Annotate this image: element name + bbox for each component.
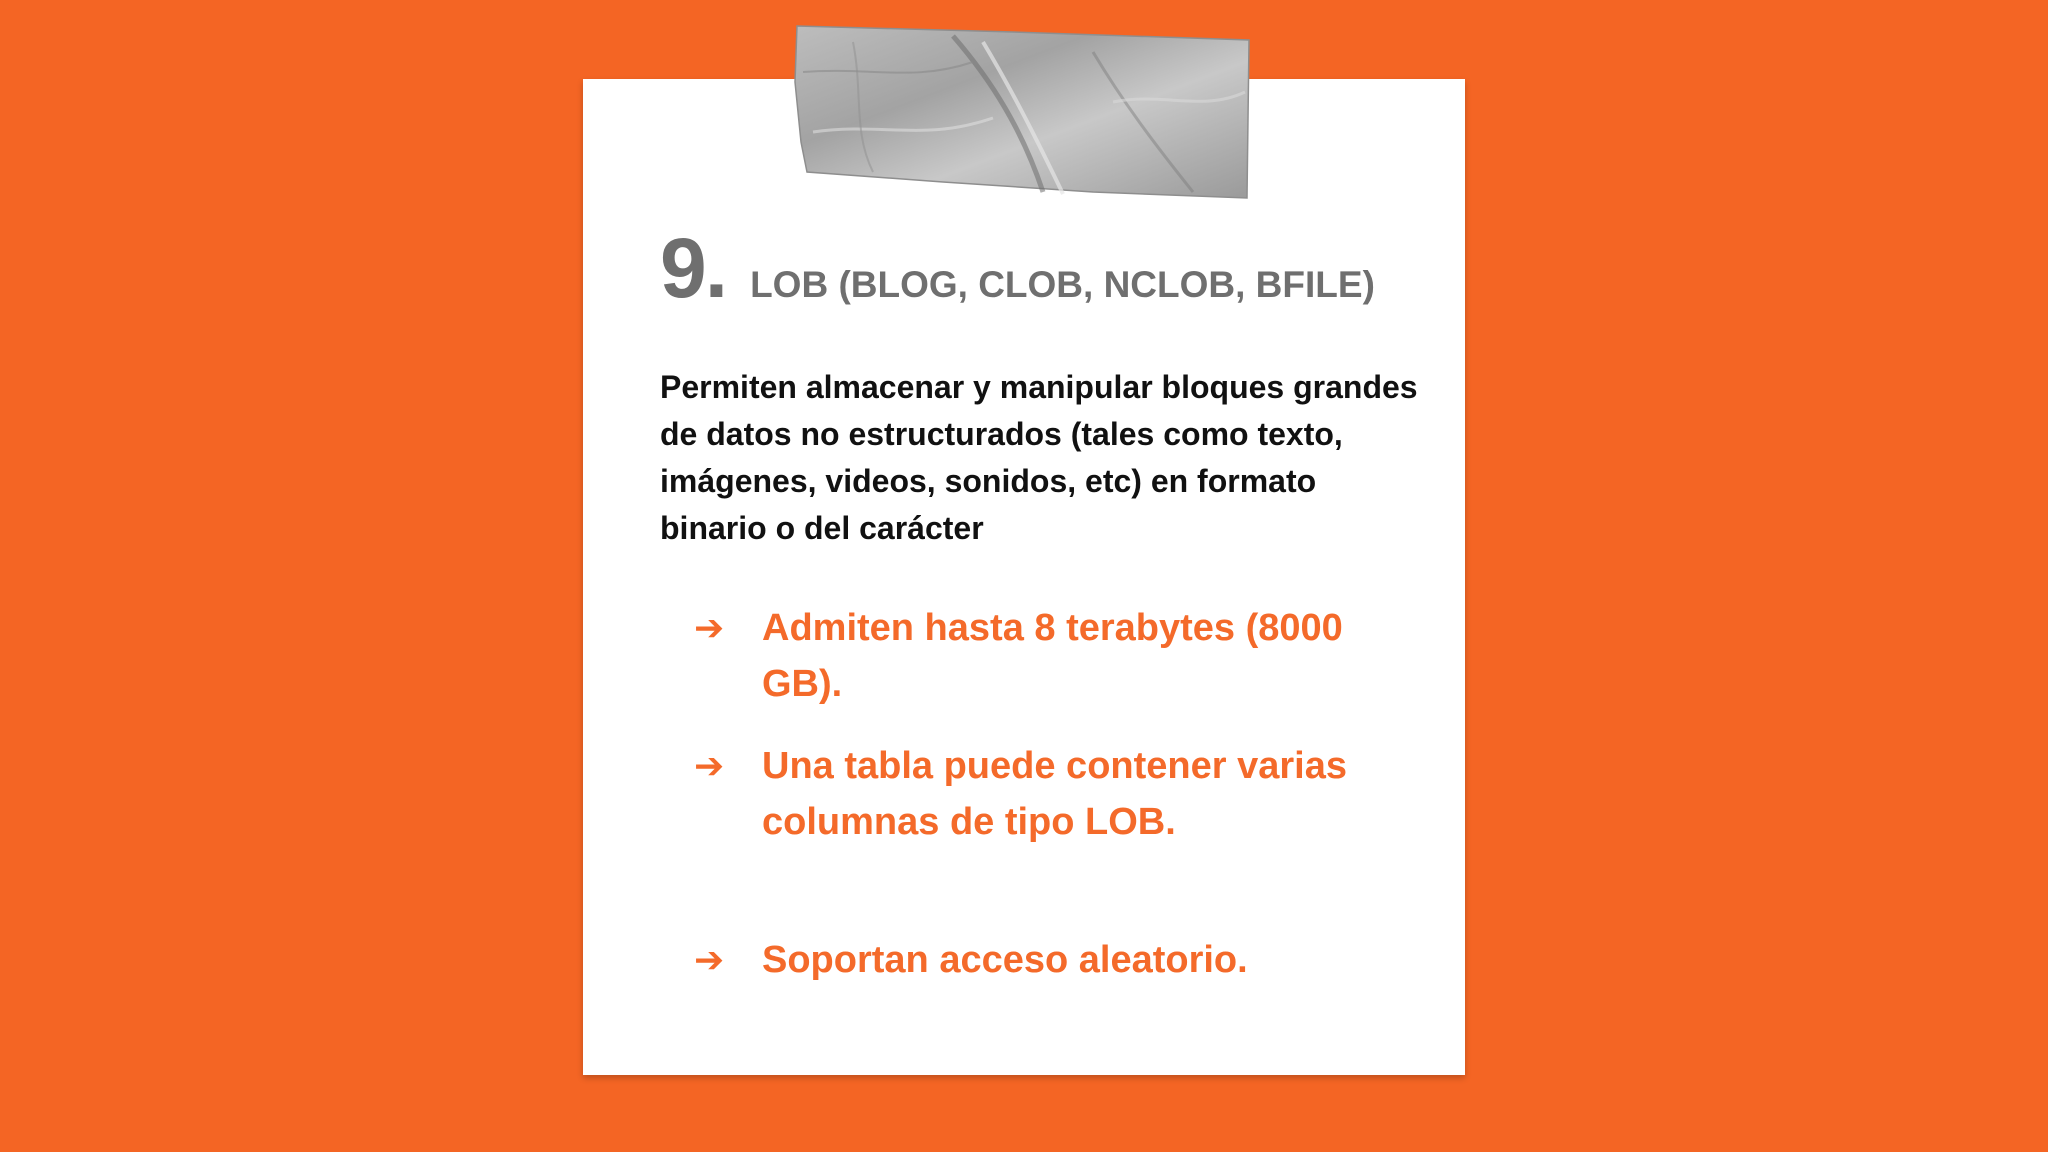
- bullet-item: [694, 738, 1414, 850]
- slide-description: Permiten almacenar y manipular bloques grandes de datos no estructurados (tales como texto, imágenes, videos, sonidos, etc) en formato binario o del carácter: [660, 369, 1418, 546]
- bullet-text: Una tabla puede contener varias columnas de tipo LOB.: [762, 745, 1347, 843]
- arrow-right-icon: ➔: [694, 745, 725, 786]
- slide-heading: [660, 220, 1375, 317]
- arrow-right-icon: ➔: [694, 607, 725, 648]
- slide-title: LOB (BLOG, CLOB, NCLOB, BFILE): [750, 264, 1375, 305]
- bullet-text: Soportan acceso aleatorio.: [762, 939, 1248, 981]
- bullet-text: Admiten hasta 8 terabytes (8000 GB).: [762, 607, 1343, 705]
- arrow-right-icon: ➔: [694, 939, 725, 980]
- bullet-item: [694, 600, 1414, 712]
- slide-number: 9.: [660, 221, 727, 315]
- bullet-item: [694, 932, 1414, 988]
- tape-image: [793, 22, 1253, 202]
